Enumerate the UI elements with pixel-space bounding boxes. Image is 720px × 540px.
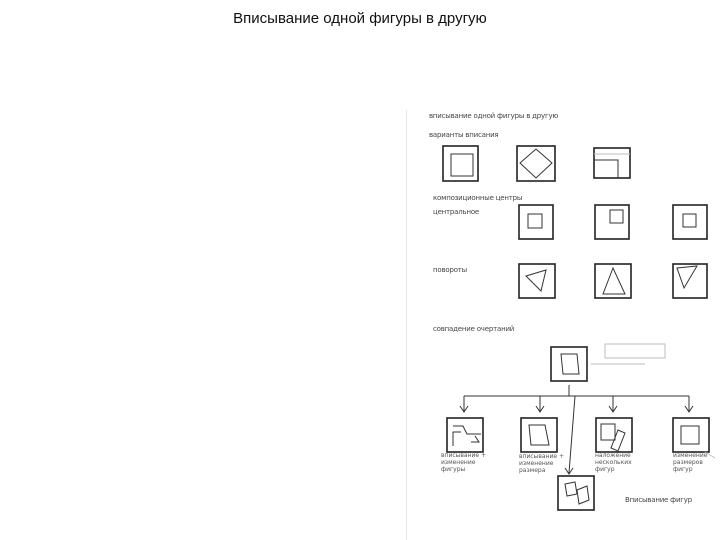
central-square-3 [673, 205, 707, 239]
scanned-diagram [405, 108, 720, 540]
scan-header: вписывание одной фигуры в другую [429, 112, 559, 120]
row-label-rotations: повороты [433, 266, 467, 274]
scan-footer: Вписывание фигур [625, 496, 692, 504]
row-label-central: центральное [433, 208, 480, 216]
rotated-triangle-1 [519, 264, 555, 298]
page-title: Вписывание одной фигуры в другую [233, 10, 487, 27]
result-change-size [521, 418, 557, 452]
rotated-triangle-3 [673, 264, 707, 298]
caption-change-size: вписывание + изменение размера [519, 453, 565, 474]
rotated-triangle-2 [595, 264, 631, 298]
section-variants-label: варианты вписания [429, 131, 499, 139]
result-resize [673, 418, 715, 458]
section-composition-label: композиционные центры [433, 194, 523, 202]
result-overlap [596, 418, 632, 452]
central-square-1 [519, 205, 553, 239]
match-center-square [551, 344, 665, 381]
result-bottom-center [558, 476, 594, 510]
variant-rotated-square [517, 146, 555, 181]
caption-resize: изменение размеров фигур [673, 452, 708, 473]
caption-overlap: наложение нескольких фигур [595, 452, 632, 473]
variant-corner-square [594, 148, 630, 178]
variant-square-in-square [443, 146, 478, 181]
central-square-2 [595, 205, 629, 239]
caption-change-shape: вписывание + изменение фигуры [441, 452, 487, 473]
result-change-shape [447, 418, 483, 452]
branch-arrows [460, 385, 693, 474]
diagram-drawings [405, 108, 720, 540]
section-match-label: совпадение очертаний [433, 325, 515, 333]
